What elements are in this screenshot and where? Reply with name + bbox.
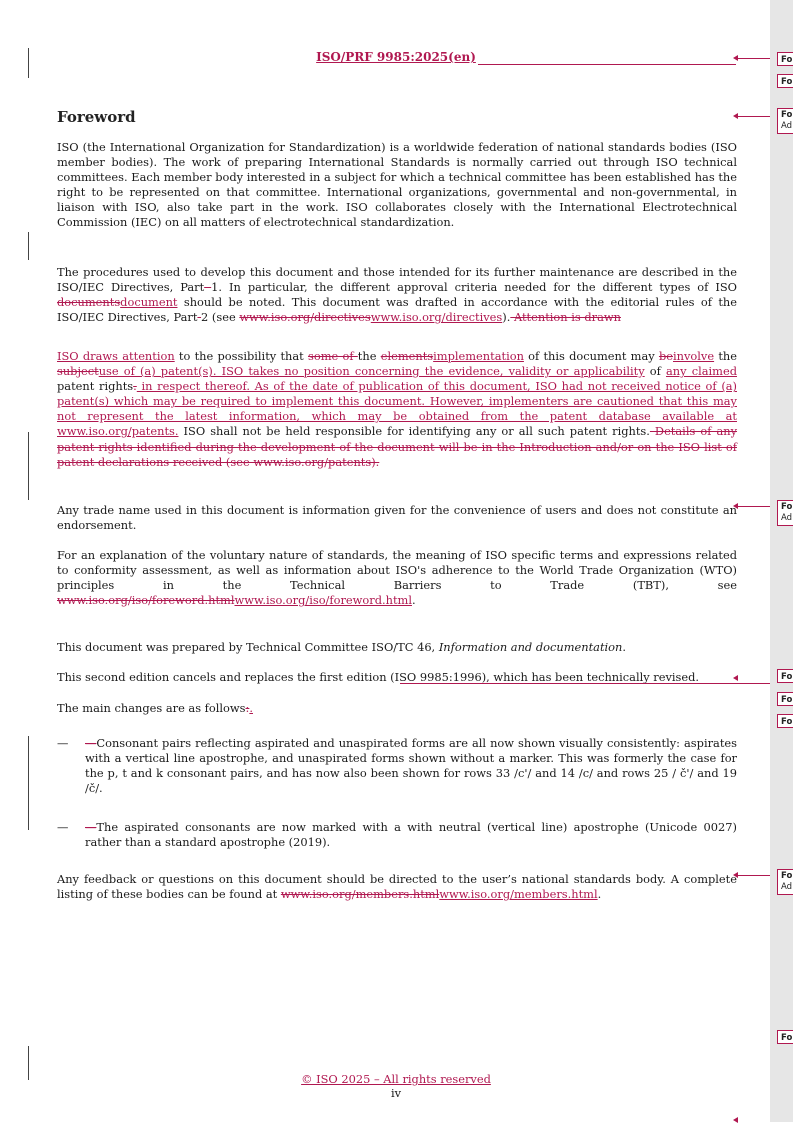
comment-balloon[interactable]: Fo [777, 74, 793, 88]
paragraph-committee: This document was prepared by Technical Committee ISO/TC 46, Information and documentation. [57, 640, 626, 654]
foreword-link[interactable]: www.iso.org/iso/foreword.html [234, 593, 412, 608]
comment-connector [738, 875, 770, 876]
page-footer [0, 1072, 792, 1100]
foreword-link-old[interactable]: www.iso.org/iso/foreword.html [57, 593, 235, 608]
list-item: — —The aspirated consonants are now marked with a with neutral (vertical line) apostrophe (Unicode 0027) rather than a standard apostrophe (2019). [57, 820, 737, 850]
page-title: Foreword [57, 108, 136, 126]
directives-link[interactable]: www.iso.org/directives [370, 310, 503, 325]
paragraph-procedures: The procedures used to develop this document and those intended for its further maintenance are described in the ISO/IEC Directives, Part 1. In particular, the different approval criteria needed for the different types of ISO documentsdocument should be noted. This document was drafted in accordance with the editorial rules of the ISO/IEC Directives, Part 2 (see www.iso.org/directiveswww.iso.org/directives). Attention is drawn [57, 265, 738, 325]
comment-balloon[interactable]: Fo Ad [777, 500, 793, 526]
comments-pane [770, 0, 793, 1122]
paragraph-feedback: Any feedback or questions on this document should be directed to the user’s national standards body. A complete listing of these bodies can be found at www.iso.org/members.htmlwww.iso.org/members.html. [57, 872, 737, 902]
page-number: iv [390, 1086, 402, 1100]
comment-anchor-icon [733, 1117, 738, 1123]
paragraph-iso-intro: ISO (the International Organization for Standardization) is a worldwide federation of national standards bodies (ISO member bodies). The work of preparing International Standards is normally carried out through ISO technical committees. Each member body interested in a subject for which a technical committee has been established has the right to be represented on that committee. International organizations, governmental and non-governmental, in liaison with ISO, also take part in the work. ISO collaborates closely with the International Electrotechnical Commission (IEC) on all matters of electrotechnical standardization. [57, 140, 737, 230]
comment-balloon[interactable]: Fo Ad [777, 108, 793, 134]
comment-anchor-icon [733, 675, 738, 681]
comment-balloon[interactable]: Fo [777, 692, 793, 706]
change-bar [28, 432, 29, 500]
comment-balloon[interactable]: Fo Ad [777, 869, 793, 895]
comment-connector [738, 58, 770, 59]
paragraph-trade-name: Any trade name used in this document is information given for the convenience of users and does not constitute an endorsement. [57, 503, 737, 533]
list-item: — —Consonant pairs reflecting aspirated and unaspirated forms are all now shown visually consistently: aspirates with a vertical line apostrophe, and unaspirated forms shown without a marker. This was formerly the case for the p, t and k consonant pairs, and has now also been shown for rows 33 /c'/ and 14 /c/ and rows 25 / č'/ and 19 /č/. [57, 736, 737, 796]
paragraph-voluntary-nature: For an explanation of the voluntary nature of standards, the meaning of ISO specific terms and expressions related to conformity assessment, as well as information about ISO's adherence to the World Trade Organization (WTO) principles in the Technical Barriers to Trade (TBT), see www.iso.org/iso/foreword.htmlwww.iso.org/iso/foreword.html. [57, 548, 737, 608]
change-bar [28, 736, 29, 830]
comment-balloon[interactable]: Fo [777, 714, 793, 728]
copyright-notice: © ISO 2025 – All rights reserved [301, 1072, 491, 1086]
comment-connector [738, 506, 770, 507]
comment-connector [400, 683, 770, 684]
directives-link-old[interactable]: www.iso.org/directives [239, 310, 371, 325]
paragraph-edition: This second edition cancels and replaces the first edition (ISO 9985:1996), which has been technically revised. [57, 670, 700, 684]
comment-balloon[interactable]: Fo [777, 52, 793, 66]
comment-connector [738, 116, 770, 117]
change-bar [28, 232, 29, 260]
paragraph-patents: ISO draws attention to the possibility that some of the elementsimplementation of this document may beinvolve the subjectuse of (a) patent(s). ISO takes no position concerning the evidence, validity or applicability of any claimed patent rights. in respect thereof. As of the date of publication of this document, ISO had not received notice of (a) patent(s) which may be required to implement this document. However, implementers are cautioned that this may not represent the latest information, which may be obtained from the patent database available at www.iso.org/patents. ISO shall not be held responsible for identifying any or all such patent rights. Details of any patent rights identified during the development of the document will be in the Introduction and/or on the ISO list of patent declarations received (see www.iso.org/patents). [57, 349, 738, 469]
paragraph-main-changes: The main changes are as follows:. [57, 701, 253, 715]
comment-balloon[interactable]: Fo [777, 1030, 793, 1044]
comment-connector [478, 64, 736, 65]
members-link-old[interactable]: www.iso.org/members.html [280, 887, 440, 902]
members-link[interactable]: www.iso.org/members.html [439, 887, 598, 902]
document-id-header: ISO/PRF 9985:2025(en) [316, 50, 476, 64]
comment-balloon[interactable]: Fo [777, 669, 793, 683]
